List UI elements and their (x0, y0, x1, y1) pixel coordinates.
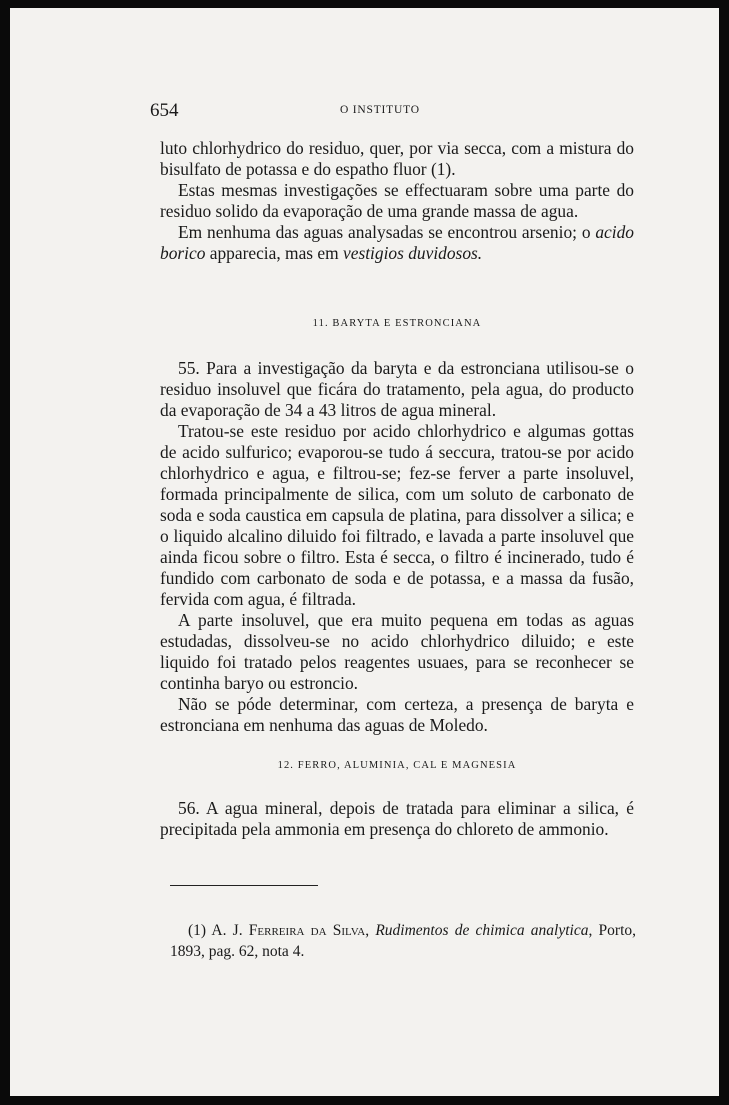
footnote-separator: , (365, 922, 376, 939)
paragraph-block-3 (160, 798, 634, 840)
footnote-text (170, 920, 636, 962)
italic-text: vestigios duvidosos. (343, 243, 483, 263)
footnote (170, 920, 636, 962)
section-heading-12: 12. FERRO, ALUMINIA, CAL E MAGNESIA (277, 760, 517, 771)
paragraph (160, 222, 634, 264)
paragraph: Estas mesmas investigações se effectuaram sobre uma parte do residuo solido da evaporação de uma grande massa de agua. (160, 180, 634, 221)
book-page (10, 8, 719, 1096)
page-number: 654 (150, 100, 179, 121)
page-header (150, 100, 595, 122)
paragraph-55: 55. Para a investigação da baryta e da estronciana utilisou-se o residuo insoluvel que ficára do tratamento, pela agua, do producto da evaporação de 34 a 43 litros de agua mineral. (160, 358, 634, 420)
paragraph: Tratou-se este residuo por acido chlorhydrico e algumas gottas de acido sulfurico; evaporou-se tudo á seccura, tratou-se por acido chlorhydrico e agua, e filtrou-se; fez-se ferver a parte insoluvel, formada principalmente de silica, com um soluto de carbonato de soda e soda caustica em capsula de platina, para dissolver a silica; e o liquido alcalino diluido foi filtrado, e lavada a parte insoluvel que ainda ficou sobre o filtro. Esta é secca, o filtro é incinerado, tudo é fundido com carbonato de soda e de potassa, e a massa da fusão, fervida com agua, é filtrada. (160, 421, 634, 609)
footnote-marker: (1) A. J. (188, 922, 249, 939)
footnote-author: Ferreira da Silva (248, 922, 366, 939)
section-heading-11: 11. BARYTA E ESTRONCIANA (312, 318, 482, 329)
footnote-title: Rudimentos de chimica analytica (375, 922, 589, 939)
text-run: Em nenhuma das aguas analysadas se encontrou arsenio; o (178, 222, 596, 242)
paragraph-56: 56. A agua mineral, depois de tratada para eliminar a silica, é precipitada pela ammonia em presença do chloreto de ammonio. (160, 798, 634, 839)
paragraph-continuation: luto chlorhydrico do residuo, quer, por via secca, com a mistura do bisulfato de potassa e do espatho fluor (1). (160, 138, 634, 179)
paragraph-block-2 (160, 358, 634, 736)
paragraph: A parte insoluvel, que era muito pequena em todas as aguas estudadas, dissolveu-se no acido chlorhydrico diluido; e este liquido foi tratado pelos reagentes usuaes, para se reconhecer se continha baryo ou estroncio. (160, 610, 634, 693)
footnote-rest: , Porto, 1893, pag. 62, nota 4. (170, 922, 637, 960)
footnote-rule (170, 885, 318, 886)
text-run: apparecia, mas em (205, 243, 344, 263)
running-head: O INSTITUTO (340, 104, 420, 116)
paragraph-block-1 (160, 138, 634, 264)
paragraph: Não se póde determinar, com certeza, a presença de baryta e estronciana em nenhuma das aguas de Moledo. (160, 694, 634, 735)
italic-text: acido borico (160, 222, 634, 263)
